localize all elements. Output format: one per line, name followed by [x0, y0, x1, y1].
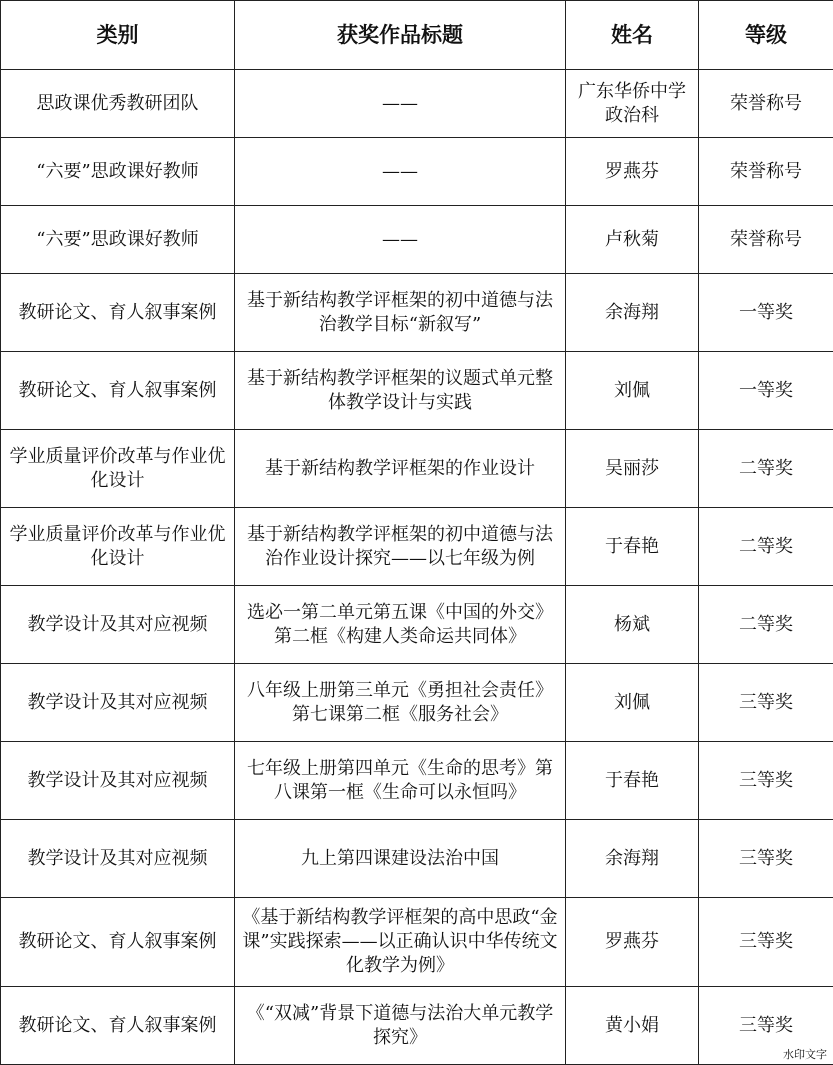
- cell-level: 三等奖: [699, 742, 833, 820]
- cell-category: 教研论文、育人叙事案例: [1, 898, 235, 987]
- table-body: [1, 70, 833, 1065]
- table-row: [1, 987, 833, 1065]
- cell-name-text: 于春艳: [605, 535, 659, 557]
- cell-name: [566, 138, 699, 206]
- cell-name: [566, 206, 699, 274]
- table-row: [1, 430, 833, 508]
- cell-title: [235, 274, 566, 352]
- cell-category: 思政课优秀教研团队: [1, 70, 235, 138]
- cell-category: 教研论文、育人叙事案例: [1, 274, 235, 352]
- cell-level: 三等奖: [699, 987, 833, 1065]
- cell-title-text: 基于新结构教学评框架的初中道德与法治教学目标“新叙写”: [247, 289, 553, 335]
- cell-level: 二等奖: [699, 508, 833, 586]
- cell-name-text: 罗燕芬: [605, 160, 659, 182]
- cell-name-text: 卢秋菊: [605, 228, 659, 250]
- header-title: 获奖作品标题: [235, 1, 566, 70]
- cell-level: 荣誉称号: [699, 206, 833, 274]
- cell-title: [235, 206, 566, 274]
- header-row: [1, 1, 833, 70]
- cell-name-text: 于春艳: [605, 769, 659, 791]
- cell-name: [566, 586, 699, 664]
- table-row: [1, 274, 833, 352]
- cell-title-text: 九上第四课建设法治中国: [301, 847, 499, 869]
- cell-title-text: 基于新结构教学评框架的作业设计: [265, 457, 535, 479]
- cell-name-text: 黄小娟: [605, 1014, 659, 1036]
- cell-category: 教研论文、育人叙事案例: [1, 352, 235, 430]
- cell-name: [566, 987, 699, 1065]
- cell-level: 三等奖: [699, 664, 833, 742]
- cell-name: [566, 898, 699, 987]
- watermark-text: 水印文字: [783, 1048, 827, 1061]
- cell-name-text: 刘佩: [614, 379, 650, 401]
- cell-level: 一等奖: [699, 352, 833, 430]
- cell-category: 教学设计及其对应视频: [1, 820, 235, 898]
- cell-title: [235, 742, 566, 820]
- cell-title: [235, 430, 566, 508]
- cell-name: [566, 70, 699, 138]
- table-row: [1, 664, 833, 742]
- cell-name: [566, 742, 699, 820]
- cell-title-text: 选必一第二单元第五课《中国的外交》第二框《构建人类命运共同体》: [247, 601, 553, 647]
- cell-title: [235, 508, 566, 586]
- cell-title-text: 八年级上册第三单元《勇担社会责任》第七课第二框《服务社会》: [247, 679, 553, 725]
- cell-title-text: 基于新结构教学评框架的初中道德与法治作业设计探究——以七年级为例: [247, 523, 553, 569]
- cell-title-text: 七年级上册第四单元《生命的思考》第八课第一框《生命可以永恒吗》: [247, 757, 553, 803]
- header-category: 类别: [1, 1, 235, 70]
- cell-level: 一等奖: [699, 274, 833, 352]
- cell-category: “六要”思政课好教师: [1, 138, 235, 206]
- cell-level: 三等奖: [699, 820, 833, 898]
- cell-title-text: 《基于新结构教学评框架的高中思政“金课”实践探索——以正确认识中华传统文化教学为例》: [242, 907, 558, 976]
- header-name: 姓名: [566, 1, 699, 70]
- cell-category: 教研论文、育人叙事案例: [1, 987, 235, 1065]
- cell-title: [235, 664, 566, 742]
- cell-name-text: 刘佩: [614, 691, 650, 713]
- header-level: 等级: [699, 1, 833, 70]
- table-header: [1, 1, 833, 70]
- cell-category: 教学设计及其对应视频: [1, 586, 235, 664]
- cell-name: [566, 352, 699, 430]
- cell-name: [566, 664, 699, 742]
- cell-title: [235, 820, 566, 898]
- cell-category: 学业质量评价改革与作业优化设计: [1, 508, 235, 586]
- cell-name-text: 余海翔: [605, 847, 659, 869]
- cell-category: 教学设计及其对应视频: [1, 664, 235, 742]
- cell-category: 教学设计及其对应视频: [1, 742, 235, 820]
- table-row: [1, 206, 833, 274]
- cell-title-text: ——: [382, 160, 418, 182]
- cell-name-text: 广东华侨中学政治科: [578, 80, 686, 126]
- cell-title: [235, 352, 566, 430]
- cell-title: [235, 987, 566, 1065]
- cell-name-text: 余海翔: [605, 301, 659, 323]
- cell-title: [235, 138, 566, 206]
- cell-name-text: 杨斌: [614, 613, 650, 635]
- table-row: [1, 70, 833, 138]
- table-row: [1, 586, 833, 664]
- table-row: [1, 742, 833, 820]
- table-row: [1, 138, 833, 206]
- cell-name: [566, 508, 699, 586]
- cell-title-text: 《“双减”背景下道德与法治大单元教学探究》: [246, 1002, 554, 1048]
- table-row: [1, 508, 833, 586]
- cell-level: 荣誉称号: [699, 70, 833, 138]
- table-row: [1, 898, 833, 987]
- cell-title-text: 基于新结构教学评框架的议题式单元整体教学设计与实践: [247, 367, 553, 413]
- cell-title: [235, 898, 566, 987]
- cell-name: [566, 820, 699, 898]
- cell-name: [566, 430, 699, 508]
- table-row: [1, 820, 833, 898]
- cell-title: [235, 70, 566, 138]
- cell-level: 三等奖: [699, 898, 833, 987]
- cell-category: 学业质量评价改革与作业优化设计: [1, 430, 235, 508]
- cell-level: 二等奖: [699, 586, 833, 664]
- cell-name-text: 罗燕芬: [605, 931, 659, 952]
- cell-title-text: ——: [382, 92, 418, 114]
- cell-name-text: 吴丽莎: [605, 457, 659, 479]
- cell-name: [566, 274, 699, 352]
- cell-title-text: ——: [382, 228, 418, 250]
- cell-level: 荣誉称号: [699, 138, 833, 206]
- cell-title: [235, 586, 566, 664]
- cell-category: “六要”思政课好教师: [1, 206, 235, 274]
- table-row: [1, 352, 833, 430]
- cell-level: 二等奖: [699, 430, 833, 508]
